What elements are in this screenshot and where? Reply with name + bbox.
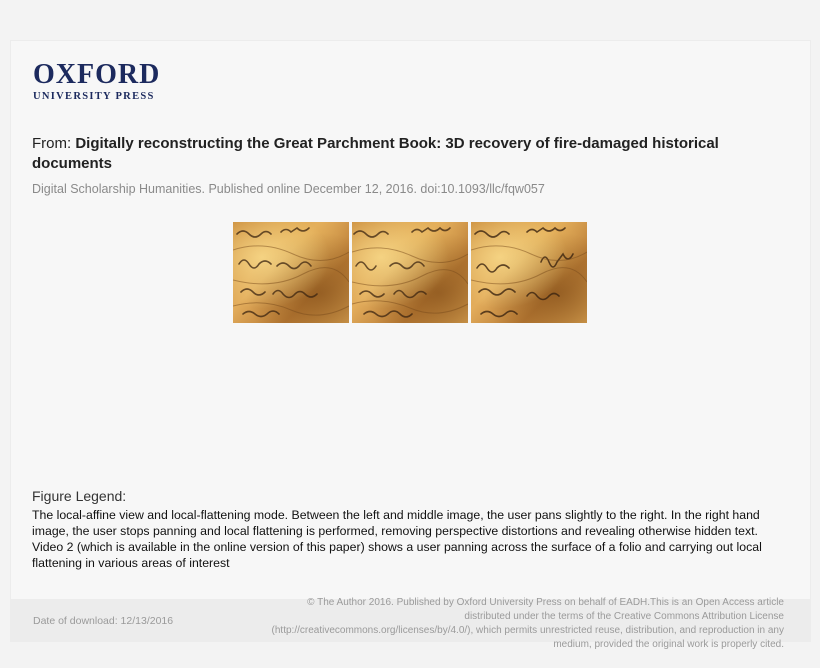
from-label: From:: [32, 135, 72, 152]
logo-wordmark: OXFORD: [33, 59, 161, 90]
article-citation: Digital Scholarship Humanities. Published online December 12, 2016. doi:10.1093/llc/fqw057: [32, 182, 545, 196]
figure-image-right: [471, 222, 587, 323]
figure-image-left: [233, 222, 349, 323]
figure-images: [233, 222, 587, 323]
article-title-block: [32, 134, 772, 174]
article-title: Digitally reconstructing the Great Parchment Book: 3D recovery of fire-damaged historical documents: [32, 135, 719, 172]
document-page: [10, 40, 811, 650]
download-date: Date of download: 12/13/2016: [33, 615, 174, 627]
oxford-logo: [33, 61, 160, 102]
figure-legend-text: The local-affine view and local-flattening mode. Between the left and middle image, the user pans slightly to the right. In the right hand image, the user stops panning and local flattening is performed, removing perspective distortions and revealing otherwise hidden text. Video 2 (which is available in the online version of this paper) shows a user panning across the surface of a folio and carrying out local flattening in various areas of interest: [32, 508, 762, 570]
figure-image-middle: [352, 222, 468, 323]
copyright-notice: © The Author 2016. Published by Oxford University Press on behalf of EADH.This is an Open Access article distributed under the terms of the Creative Commons Attribution License (http://creativecommons.org/licenses/by/4.0/), which permits unrestricted reuse, distribution, and reproduction in any medium, provided the original work is properly cited.: [271, 597, 784, 650]
page-footer: [11, 597, 810, 650]
figure-legend-heading: Figure Legend:: [32, 488, 127, 504]
logo-subtitle: UNIVERSITY PRESS: [33, 91, 155, 102]
